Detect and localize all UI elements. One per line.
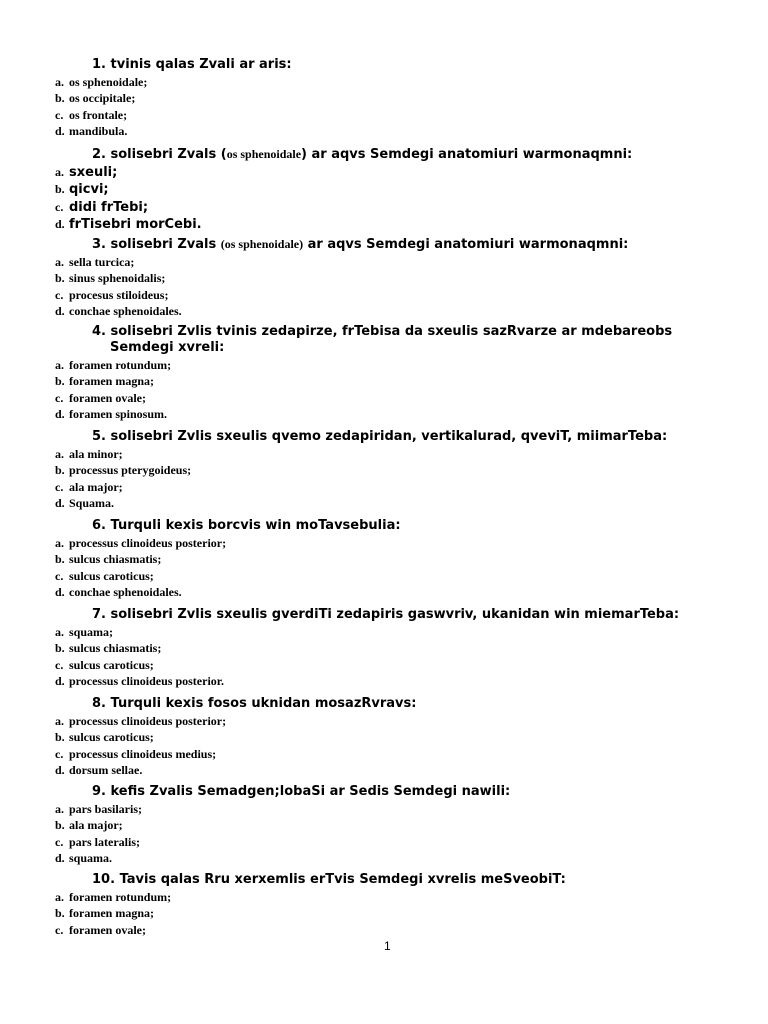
option-d: d. mandibula.	[55, 123, 128, 138]
question-title: 2. solisebri Zvals (os sphenoidale) ar aqvs Semdegi anatomiuri warmonaqmni:	[92, 147, 633, 162]
option-c: c. sulcus caroticus;	[55, 568, 154, 583]
option-a: a. ala minor;	[55, 447, 123, 461]
option-d: d. processus clinoideus posterior.	[55, 673, 225, 688]
option-b: b. ala major;	[55, 818, 123, 833]
option-b: b. sulcus chiasmatis;	[55, 552, 162, 567]
question-8	[55, 696, 715, 778]
option-d: d. squama.	[55, 850, 113, 865]
option-b: b. processus pterygoideus;	[55, 463, 192, 478]
option-c: c. ala major;	[55, 479, 123, 494]
question-3	[55, 236, 715, 319]
question-2	[55, 146, 715, 233]
option-b: b. sulcus chiasmatis;	[55, 641, 162, 656]
question-title: 4. solisebri Zvlis tvinis zedapirze, frTebisa da sxeulis sazRvarze ar mdebareobs Semdegi xvreli:	[92, 324, 673, 355]
option-a: a. sella turcica;	[55, 255, 135, 269]
question-7	[55, 607, 715, 689]
option-c: c. processus clinoideus medius;	[55, 746, 217, 761]
option-c: c. os frontale;	[55, 107, 128, 122]
option-b: b. sulcus caroticus;	[55, 730, 154, 745]
question-title: 6. Turquli kexis borcvis win moTavsebulia:	[92, 518, 401, 533]
option-d: d. dorsum sellae.	[55, 762, 143, 777]
option-a: a. squama;	[55, 625, 114, 639]
question-title: 9. kefis Zvalis Semadgen;lobaSi ar Sedis Semdegi nawili:	[92, 784, 511, 799]
question-9	[55, 784, 715, 866]
page-number: 1	[384, 939, 391, 953]
question-title: 8. Turquli kexis fosos uknidan mosazRvravs:	[92, 696, 417, 711]
option-d: d. foramen spinosum.	[55, 406, 168, 421]
option-c: c. procesus stiloideus;	[55, 287, 169, 302]
question-6	[55, 518, 715, 600]
question-title: 7. solisebri Zvlis sxeulis gverdiTi zedapiris gaswvriv, ukanidan win miemarTeba:	[92, 607, 680, 622]
question-title: 3. solisebri Zvals (os sphenoidale) ar aqvs Semdegi anatomiuri warmonaqmni:	[92, 237, 629, 252]
option-a: a. os sphenoidale;	[55, 75, 148, 89]
option-d: d. Squama.	[55, 495, 115, 510]
option-d: d. conchae sphenoidales.	[55, 303, 182, 318]
option-a: a. sxeuli;	[55, 165, 118, 180]
question-10	[55, 872, 715, 938]
option-b: b. foramen magna;	[55, 374, 154, 389]
option-a: a. pars basilaris;	[55, 802, 143, 816]
option-c: c. foramen ovale;	[55, 922, 146, 937]
option-b: b. qicvi;	[55, 182, 109, 198]
option-a: a. processus clinoideus posterior;	[55, 714, 227, 728]
option-b: b. foramen magna;	[55, 906, 154, 921]
option-d: d. conchae sphenoidales.	[55, 584, 182, 599]
option-a: a. foramen rotundum;	[55, 358, 172, 372]
option-c: c. didi frTebi;	[55, 199, 149, 215]
option-b: b. os occipitale;	[55, 91, 136, 106]
question-title: 1. tvinis qalas Zvali ar aris:	[92, 57, 292, 72]
option-c: c. sulcus caroticus;	[55, 657, 154, 672]
option-c: c. foramen ovale;	[55, 390, 146, 405]
question-1	[55, 57, 715, 139]
question-title: 5. solisebri Zvlis sxeulis qvemo zedapiridan, vertikalurad, qveviT, miimarTeba:	[92, 429, 668, 444]
question-title: 10. Tavis qalas Rru xerxemlis erTvis Semdegi xvrelis meSveobiT:	[92, 872, 566, 887]
option-b: b. sinus sphenoidalis;	[55, 271, 166, 286]
option-d: d. frTisebri morCebi.	[55, 216, 202, 232]
option-a: a. processus clinoideus posterior;	[55, 536, 227, 550]
option-a: a. foramen rotundum;	[55, 890, 172, 904]
question-4	[55, 324, 715, 422]
option-c: c. pars lateralis;	[55, 834, 140, 849]
question-5	[55, 429, 715, 511]
